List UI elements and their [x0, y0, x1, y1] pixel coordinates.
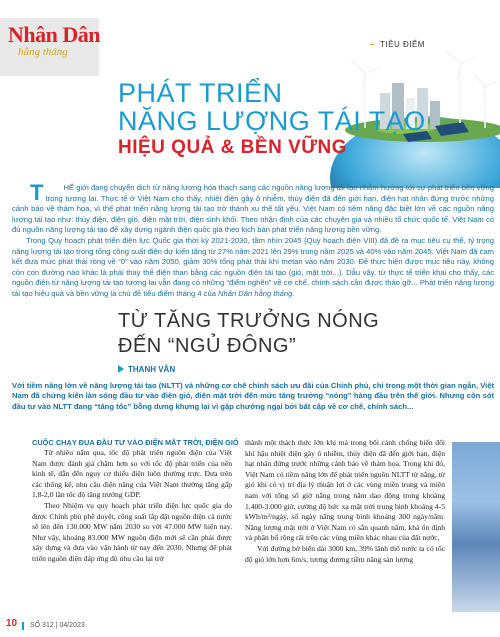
article-headline-line1: TỪ TĂNG TRƯỞNG NÓNG: [118, 310, 380, 332]
column2-paragraph-1: thành một thách thức lớn khi mà trong bối cảnh chống biến đổi khí hậu nhiệt điện gây ô nhiễm, thủy điện đã đến giới hạn, điện hạt nhân đứng trước những cảnh báo về thảm họa. Trong khi đó, Việt Nam có tiềm năng lớn để phát triển nguồn NLTT từ nắng, từ gió khi có vị trí địa lý thuận lợi ở các vùng miền trung và miền nam với tổng số giờ nắng trong năm dao động trong khoảng 1.400-3.000 giờ, cường độ bức xạ mặt trời trung bình khoảng 4-5 kWh/m²/ngày, số ngày nắng trung bình khoảng 300 ngày/năm. Năng lượng mặt trời ở Việt Nam có sẵn quanh năm, khá ổn định và phân bố rộng rãi trên các vùng miền khác nhau của đất nước.: [245, 438, 445, 543]
lead-paragraph-1: HẾ giới đang chuyển dịch từ năng lượng hóa thạch sang các nguồn năng lượng tái tạo nhằm hướng tới sự phát triển bền vững trong tương lai. Thực tế ở Việt Nam cho thấy, nhiệt điện gây ô nhiễm, thủy điện đã đến giới hạn, điện hạt nhân đứng trước những cảnh báo về thảm họa, vì thế phát triển năng lượng tái tạo trở thành xu thế tất yếu. Việt Nam có tiềm năng đặc biệt lớn về các nguồn năng lượng tái tạo như: thủy điện, điện gió, điện mặt trời, điện sinh khối. Theo nhận định của các chuyên gia và nhiều tổ chức quốc tế, Việt Nam có đủ nguồn năng lượng tái tạo để xây dựng ngành điện quốc gia theo kịch bản phát triển năng lượng bền vững.: [12, 183, 494, 235]
section-label: TIÊU ĐIỂM: [380, 40, 425, 49]
main-title-line1: PHÁT TRIỂN: [118, 78, 283, 108]
magazine-name: Nhân Dân hằng tháng.: [218, 288, 295, 298]
column1-paragraph-2: Theo Nhiệm vụ quy hoạch phát triển điện lực quốc gia do được Chính phủ phê duyệt, công suất lắp đặt nguồn điện cả nước sẽ lên đến 130.000 MW năm 2030 so với 47.000 MW hiện nay. Như vậy, khoảng 83.000 MW nguồn điện mới sẽ cần phải được xây dựng và đưa vào vận hành từ nay đến 2030. Nhưng để phát triển nguồn điện đáp ứng đủ nhu cầu lại trở: [32, 500, 232, 563]
column1-paragraph-1: Từ nhiều năm qua, tốc độ phát triển nguồn điện của Việt Nam được đánh giá chậm hơn so với tốc độ phát triển của nền kinh tế, dẫn đến nguy cơ thiếu điện luôn thường trực. Đưa trên các thống kê, nhu cầu điện năng của Việt Nam thường tăng gấp 1,8-2,0 lần tốc độ tăng trưởng GDP.: [32, 448, 232, 500]
page-number: 10: [6, 618, 18, 629]
author-byline: THANH VÂN: [128, 365, 176, 374]
logo-subtitle: hằng tháng: [18, 46, 68, 58]
main-title-line3: HIỆU QUẢ & BỀN VỮNG: [118, 137, 348, 158]
lead-text: [12, 180, 494, 300]
main-title-line2: NĂNG LƯỢNG TÁI TẠO: [118, 106, 426, 136]
lead-paragraph-2: Trong Quy hoạch phát triển điện lực Quốc gia thời kỳ 2021-2030, tầm nhìn 2045 (Quy hoạch điện VIII) đã đề ra mục tiêu cụ thể, tỷ trọng năng lượng tái tạo trong tổng công suất điện dự kiến tăng từ 27% năm 2021 lên 29% trong năm 2025 và 40% vào năm 2045. Việt Nam đã cam kết đưa mức phát thải ròng về “0” vào năm 2050, giảm 30% tổng phát thải khí metan vào năm 2030. Để thực hiện được mục tiêu này, không còn con đường nào khác là phải thay thế điện than bằng các nguồn điện tái tạo (gió, mặt trời...). Dẫu vậy, từ thực tế triển khai cho thấy, các nguồn điện từ năng lượng tái tạo tương lai vẫn đang có những “điểm nghẽn” về cơ chế, chính sách cần được tháo gỡ... Phát triển năng lượng tái tạo hiệu quả và bền vững là chủ đề tiêu điểm tháng 4 của: [12, 235, 494, 298]
logo: Nhân Dân: [8, 22, 100, 47]
article-column-2: [245, 438, 445, 565]
footer-divider: [22, 622, 24, 630]
column2-paragraph-2: Với đường bờ biển dài 3000 km, 39% lãnh thổ nước ta có tốc độ gió lớn hơn 6m/s, tương đương tiềm năng sản lượng: [245, 543, 445, 564]
article-headline-line2: ĐẾN “NGỦ ĐÔNG”: [118, 335, 297, 357]
article-subhead: CUỘC CHẠY ĐUA ĐẦU TƯ VÀO ĐIỆN MẶT TRỜI, ĐIỆN GIÓ: [32, 438, 239, 447]
dropcap: T: [30, 180, 44, 205]
article-sapo: Với tiềm năng lớn về năng lượng tái tạo (NLTT) và những cơ chế chính sách ưu đãi của Chính phủ, chỉ trong một thời gian ngắn, Việt Nam đã chứng kiến làn sóng đầu tư vào điện gió, điện mặt trời đến mức tăng trưởng “nóng” hàng đầu trên thế giới. Nhưng còn sót đầu tư vào NLTT đang “tăng tốc” bỗng dưng khựng lại vì gặp chướng ngại bởi bất cập về cơ chế, chính sách...: [12, 381, 494, 411]
article-photo: [452, 442, 500, 612]
issue-info: SỐ 312 | 04/2023: [30, 622, 85, 629]
author-arrow-icon: [118, 365, 124, 373]
article-column-1: [32, 448, 232, 565]
